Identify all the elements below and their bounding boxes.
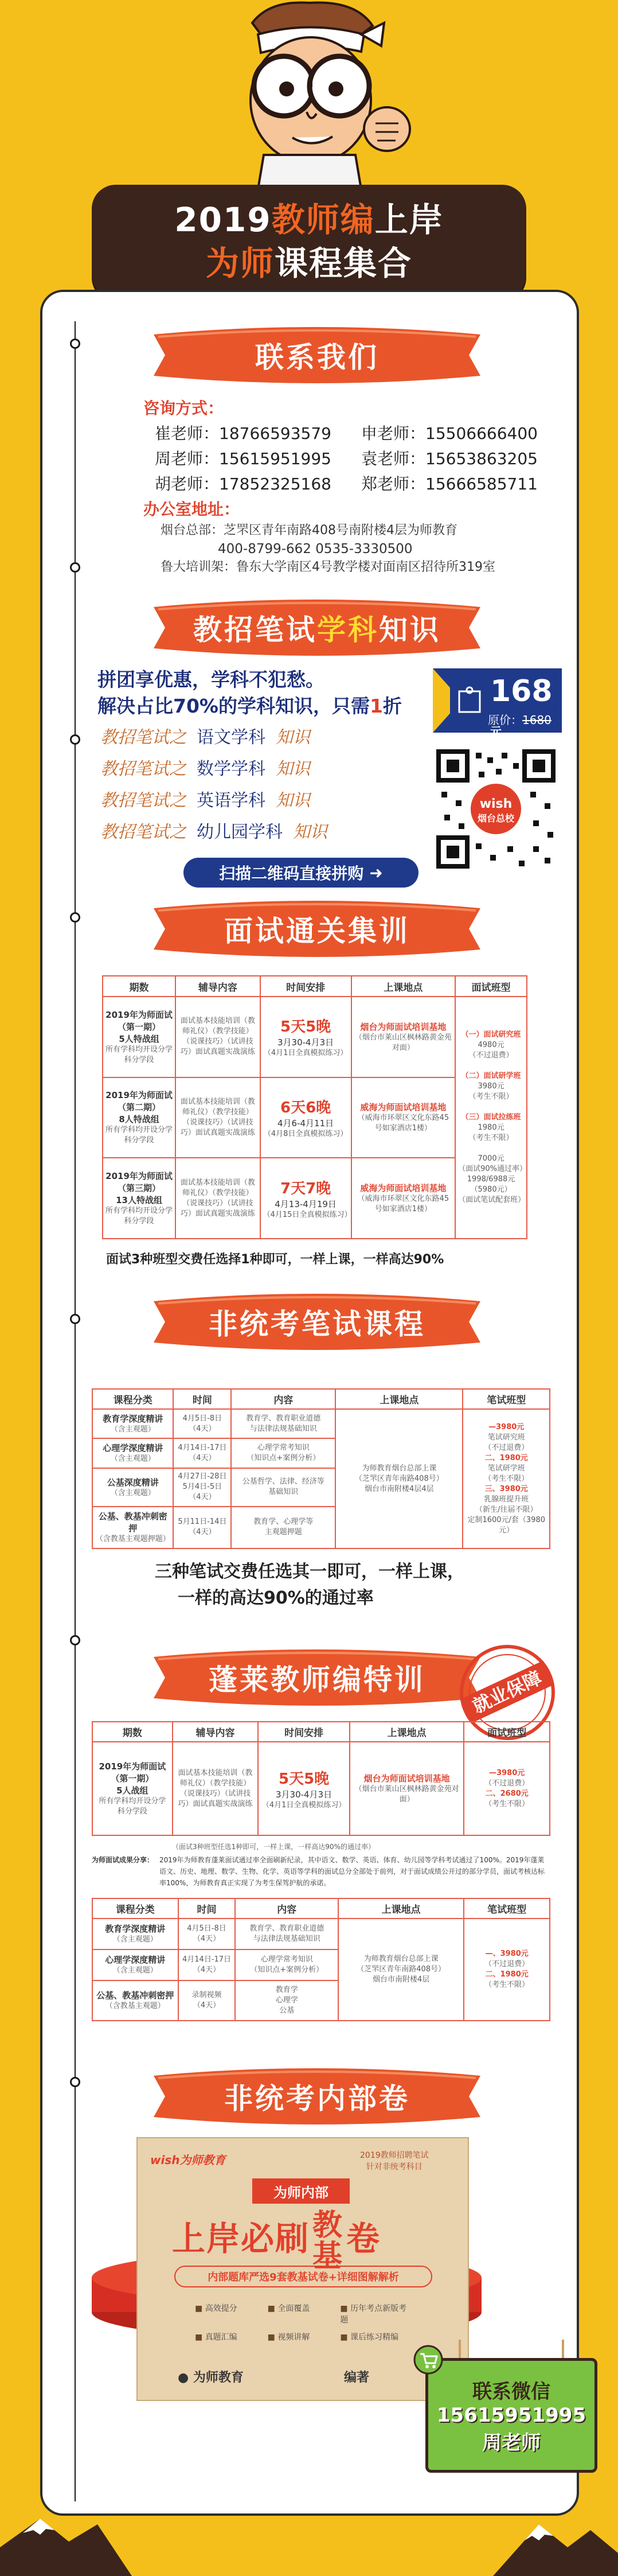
table-header: 上课地点 [350,1722,464,1742]
subject-suffix: 知识 [276,727,310,748]
title-highlight-1: 教师编 [271,200,375,239]
phase-line: （第三期） [118,1183,161,1194]
table-header: 时间 [173,1389,231,1409]
banner-contact [148,324,486,386]
place-note: （威海市环翠区文化东路45号如家酒店1楼） [357,1114,449,1133]
price-unit: 元 [490,725,502,738]
table-header: 面试班型 [455,976,527,997]
phase-line: 2019年为师面试 [105,1171,173,1182]
banner-penglai [148,1647,486,1709]
class-line: —、3980元 [485,1949,529,1958]
phase-line: （第一期） [111,1773,154,1784]
price-value: 168 [490,674,553,709]
price-tag-icon [457,686,482,714]
mountain-decoration [0,2484,618,2576]
place: 威海为师面试培训基地 [360,1102,447,1113]
time-line: 5月4日-5日 [182,1482,222,1492]
interview-note: 面试3种班型交费任选择1种即可，一样上课，一样高达90% [106,1252,444,1267]
content-line: 心理学常考知识 [257,1443,310,1452]
class-line: 3980元 [478,1082,504,1091]
orig-label: 原价： [488,713,522,727]
subject-suffix: 知识 [293,822,327,842]
content-cell: 面试基本技能培训（教师礼仪）（教学技能）（说课技巧）（试讲技巧）面试真题实战演练 [173,1742,259,1835]
table-row [92,1742,550,1835]
course-note: （含教基主观题押题） [95,1535,170,1544]
place-line: （芝罘区青年南路408号） [357,1965,446,1974]
written-table [92,1388,550,1549]
class-line: （新生/往届不限） [475,1505,538,1514]
qr-code[interactable] [433,746,559,872]
teacher-phone: 崔老师：18766593579 [155,424,331,443]
scan-qr-purchase-button[interactable] [183,858,418,888]
class-line: （不过退费） [484,1779,530,1788]
price-tag [433,668,562,738]
scan-label: 扫描二维码直接拼购 [219,864,364,883]
corner-line: 针对非统考科目 [366,2162,423,2172]
contact-info [143,396,556,578]
subject-promo [97,667,402,719]
table-header: 笔试班型 [463,1389,550,1409]
qr-brand-label: 烟台总校 [477,813,515,824]
table-row [92,1409,550,1438]
place: 威海为师面试培训基地 [360,1183,447,1194]
title-suffix-2: 课程集合 [275,244,413,283]
subject-item [100,754,310,780]
class-line: （不过退费） [484,1443,529,1452]
course-name: 公基、教基冲刺密押 [98,1511,167,1534]
banner-internal [148,2065,486,2127]
timeline-dot [70,1314,80,1324]
timeline-dot [70,734,80,745]
place-line: 为师教育烟台总部上课 [363,1955,439,1963]
table-header: 笔试班型 [464,1898,550,1919]
book-publisher [178,2368,244,2386]
banner-title: 联系我们 [255,341,379,374]
title-text: 卷 [346,2219,381,2259]
banner-written [148,1291,486,1353]
subject-item [100,723,310,748]
office-phones: 400-8799-662 0535-3330500 [218,542,413,557]
consult-label: 咨询方式： [143,399,224,418]
time-line: （4天） [189,1424,216,1433]
banner-title [193,607,441,648]
banner-text: 教招笔试 [193,613,317,647]
book-title [172,2210,381,2272]
content-line: 教育学、教育职业道德 [249,1924,324,1933]
dates-note: （4月8日全真模拟练习） [263,1129,348,1138]
banner-title: 非统考笔试课程 [209,1308,425,1341]
duration: 5天5晚 [280,1018,331,1036]
dates: 3月30-4月3日 [276,1789,333,1800]
timeline-dot [70,338,80,349]
promo-text: 解决占比70%的学科知识，只需 [97,695,370,717]
title-highlight-2: 为师 [205,244,275,283]
tag-notch [433,668,450,733]
wechat-contact-sign[interactable] [425,2358,597,2473]
teacher-phone: 胡老师：17852325168 [155,474,331,493]
banner-text: 知识 [379,613,441,647]
subject-prefix: 教招笔试之 [100,727,186,748]
phase-note: 所有学科均开设分学科分学段 [105,1126,173,1145]
main-title-board [92,185,526,298]
promo-text: 折 [382,695,402,717]
feature-item: ■ 全面覆盖 [268,2302,341,2325]
phase-line: 5人战组 [116,1785,148,1796]
course-name: 教育学深度精讲 [105,1924,166,1935]
banner-subject [148,597,486,659]
banner-title: 蓬莱教师编特训 [209,1663,425,1696]
subject-prefix: 教招笔试之 [100,822,186,842]
written-note-2: 一样的高达90%的通过率 [178,1588,374,1608]
orig-price-value: 1680 [522,713,551,727]
dates: 4月6-4月11日 [277,1118,334,1129]
original-price [488,711,551,727]
class-line: 1998/6988元（5980元） [467,1175,515,1194]
place-note: （威海市环翠区文化东路45号如家酒店1楼） [357,1194,449,1214]
place-note: （烟台市莱山区枫林路黄金苑对面） [354,1033,452,1052]
time-line: 4月14日-17日 [178,1443,227,1452]
course-name: 教育学深度精讲 [103,1414,163,1425]
class-line: （不过退费） [484,1960,530,1968]
subject-item [100,818,327,843]
teacher-phone: 周老师：15615951995 [155,449,331,468]
contact-row [155,472,556,495]
teacher-phone: 郑老师：15666585711 [361,474,538,493]
table-header: 内容 [231,1389,335,1409]
class-line: 4980元 [478,1041,504,1049]
class-line: （二）面试研学班 [461,1072,521,1080]
banner-highlight: 学科 [317,613,379,647]
phase-line: 8人特战组 [119,1114,159,1125]
time-line: （4天） [193,1934,221,1943]
banner-interview [148,898,486,960]
content-line: 教育学、教育职业道德 [246,1414,321,1423]
arrow-right-icon: ➜ [369,863,383,882]
table-header: 时间安排 [260,976,351,997]
place-line: （芝罘区青年南路408号） [354,1474,444,1483]
content-line: 心理学常考知识 [260,1955,313,1964]
title-char: 教 [312,2208,344,2243]
feature-item: ■ 视频讲解 [268,2331,341,2342]
class-line: 笔试研学班 [487,1464,525,1473]
time-line: （4天） [189,1453,216,1462]
office-label: 办公室地址： [143,500,240,519]
phase-line: 2019年为师面试 [105,1090,173,1101]
class-line: （考生不限） [468,1092,514,1101]
table-header: 上课地点 [351,976,456,997]
content-cell: 面试基本技能培训（教师礼仪）（教学技能）（说课技巧）（试讲技巧）面试真题实战演练 [175,997,260,1077]
dates-note: （4月1日全真模拟练习） [261,1800,346,1810]
feature-item: ■ 高效提分 [195,2302,268,2325]
timeline-dot [70,1635,80,1645]
class-line: 二、2680元 [485,1789,529,1798]
class-line: （一）面试研究班 [461,1030,521,1039]
place-note: （烟台市莱山区枫林路黄金苑对面） [354,1785,459,1804]
duration: 5天5晚 [278,1770,330,1788]
title-year: 2019 [174,200,272,239]
subject-name: 语文学科 [197,727,265,748]
class-line: （面试笔试配套班） [458,1196,526,1204]
subject-name: 数学学科 [197,759,265,779]
svg-text:wish: wish [479,797,513,811]
time-line: （4天） [193,2001,221,2010]
subject-suffix: 知识 [276,791,310,811]
stamp-label: 就业保障 [469,1666,545,1718]
penglai-written-table [92,1898,550,2021]
title-stack [310,2210,346,2272]
course-note: （含主观题） [110,1454,155,1464]
class-line: （考生不限） [468,1134,514,1142]
table-header: 上课地点 [338,1898,464,1919]
content-line: （知识点+案例分析） [250,1965,324,1974]
content-line: （知识点+案例分析） [247,1453,320,1462]
subject-prefix: 教招笔试之 [100,759,186,779]
wechat-number: 15615951995 [436,2404,586,2427]
content-line: 与法律法规基础知识 [249,1424,317,1433]
content-line: 教育学、心理学等 [253,1517,314,1527]
wechat-teacher: 周老师 [482,2431,541,2454]
class-line: 乳腺班提升班 [484,1495,529,1504]
class-line: （考生不限） [484,1980,530,1989]
time-line: 5月11日-14日 [178,1517,227,1527]
place-line: 为师教育烟台总部上课 [362,1464,437,1473]
course-name: 公基深度精讲 [107,1477,159,1488]
place: 烟台为师面试培训基地 [360,1021,447,1032]
time-line: 录制视频 [191,1990,222,1999]
class-line: 三、3980元 [484,1484,528,1493]
penglai-intro [92,1854,550,1889]
table-header: 内容 [235,1898,338,1919]
subject-prefix: 教招笔试之 [100,791,186,811]
phase-line: 5人特战组 [119,1033,159,1044]
course-note: （含主观题） [112,1966,158,1975]
title-suffix-1: 上岸 [374,200,444,239]
table-header: 期数 [92,1722,173,1742]
course-name: 心理学深度精讲 [105,1955,166,1966]
class-line: （考生不限） [484,1474,529,1483]
duration: 7天7晚 [280,1180,331,1197]
phase-line: 2019年为师面试 [105,1009,173,1020]
dates: 4月13-4月19日 [275,1198,337,1209]
written-note-1: 三种笔试交费任选其一即可，一样上课， [155,1562,464,1582]
teacher-phone: 袁老师：15653863205 [361,449,538,468]
phase-line: （第二期） [118,1102,161,1113]
content-cell: 面试基本技能培训（教师礼仪）（教学技能）（说课技巧）（试讲技巧）面试真题实战演练 [175,1158,260,1239]
class-line: （三）面试拉练班 [461,1113,521,1122]
dates-note: （4月1日全真模拟练习） [263,1049,348,1058]
class-line: 1980元 [478,1123,504,1132]
class-line: 二、1980元 [485,1970,529,1979]
phase-note: 所有学科均开设分学科分学段 [99,1797,166,1816]
table-header: 上课地点 [335,1389,463,1409]
book-subtitle: 内部题库严选9套教基试卷+详细图解解析 [174,2266,432,2287]
table-row [103,997,527,1077]
table-header: 课程分类 [92,1898,178,1919]
feature-item: ■ 真题汇编 [195,2331,268,2342]
time-line: （4天） [193,1965,221,1974]
place-line: 烟台市南附楼4层4层 [365,1484,434,1493]
time-line: （4天） [189,1528,216,1537]
feature-item: ■ 课后练习精编 [340,2331,413,2342]
promo-line-2 [97,693,402,719]
content-line: 公基哲学、法律、经济等 [242,1477,324,1487]
time-line: 4月14日-17日 [182,1955,232,1964]
content-line: 基础知识 [268,1488,299,1497]
class-line: （面试90%通过率） [458,1165,527,1173]
timeline-line [75,321,76,2501]
logo-circle-icon: ● [178,2371,189,2385]
yantai-address: 烟台总部：芝罘区青年南路408号南附楼4层为师教育 [161,523,457,538]
content-line: 教育学 [275,1985,298,1994]
time-line: 4月27日-28日 [178,1472,227,1481]
table-header: 课程分类 [92,1389,173,1409]
place: 烟台为师面试培训基地 [363,1773,450,1784]
ludong-address: 鲁大培训架：鲁东大学南区4号教学楼对面南区招待所319室 [161,560,495,574]
banner-title: 非统考内部卷 [224,2082,410,2115]
table-header: 时间安排 [258,1722,350,1742]
class-types [455,997,527,1239]
subject-item [100,786,310,811]
class-line: 二、1980元 [484,1453,528,1462]
place-line: 烟台市南附楼4层 [373,1975,430,1984]
penglai-interview-table [92,1721,550,1836]
class-line: （考生不限） [484,1799,530,1808]
book-editor: 编著 [344,2371,370,2385]
timeline-dot [70,562,80,573]
course-note: （含主观题） [110,1425,155,1434]
time-line: 4月5日-8日 [182,1414,222,1423]
contact-row [155,446,556,469]
dates-note: （4月15日全真模拟练习） [263,1210,352,1219]
phase-line: 2019年为师面试 [99,1761,166,1772]
class-line: 7000元 [478,1154,504,1163]
teacher-phone: 申老师：15506666400 [361,424,538,443]
title-line-1 [174,198,443,242]
book-ribbon: 为师内部 [252,2178,350,2204]
promo-discount: 1 [370,695,383,717]
promo-line-1: 拼团享优惠，学科不犯愁。 [97,668,324,691]
banner-title: 面试通关集训 [224,915,410,948]
table-header: 时间 [178,1898,236,1919]
book-logo: wish为师教育 [150,2153,226,2167]
class-line: 定制1600元/套（3980元） [467,1515,545,1535]
class-line: —3980元 [489,1768,525,1777]
content-line: 与法律法规基础知识 [253,1934,320,1943]
timeline-dot [70,912,80,923]
content-line: 公基 [279,2006,295,2015]
price [490,674,562,743]
penglai-mini-note: （面试3种班型任选1种即可，一样上课，一样高达90%的通过率） [172,1843,375,1851]
book-corner-note [360,2150,429,2173]
timeline-dot [70,2077,80,2087]
table-header: 面试班型 [464,1722,550,1742]
course-name: 公基、教基冲刺密押 [96,1990,174,2001]
class-line: 笔试研究班 [487,1433,525,1442]
class-line: —3980元 [488,1422,525,1431]
title-char: 基 [312,2239,344,2274]
time-line: 4月5日-8日 [187,1924,226,1933]
course-note: （含主观题） [112,1935,158,1944]
corner-line: 2019教师招聘笔试 [360,2151,429,2160]
contact-row [155,421,556,444]
subject-name: 幼儿园学科 [197,822,283,842]
course-note: （含主观题） [110,1488,155,1497]
dates: 3月30-4月3日 [277,1037,334,1048]
teacher-mascot-illustration [189,0,430,189]
phase-line: 13人特战组 [116,1195,162,1206]
interview-table [102,975,527,1239]
table-header: 辅导内容 [175,976,260,997]
course-name: 心理学深度精讲 [103,1443,163,1454]
duration: 6天6晚 [280,1099,331,1116]
book-features [195,2302,413,2342]
content-line: 主观题押题 [264,1528,302,1537]
intro-label: 为师面试成果分享： [92,1856,154,1864]
feature-item: ■ 历年考点新版考题 [340,2302,413,2325]
table-header: 期数 [103,976,175,997]
content-cell: 面试基本技能培训（教师礼仪）（教学技能）（说课技巧）（试讲技巧）面试真题实战演练 [175,1077,260,1158]
phase-note: 所有学科均开设分学科分学段 [105,1045,173,1064]
phase-line: （第一期） [118,1021,161,1032]
title-line-2 [206,242,412,285]
publisher-name: 为师教育 [193,2371,244,2385]
class-line: （不过退费） [468,1051,514,1060]
table-header: 辅导内容 [173,1722,259,1742]
shopping-cart-icon [413,2345,443,2375]
time-line: （4天） [189,1493,216,1502]
subject-suffix: 知识 [276,759,310,779]
course-note: （含教基主观题） [105,2002,165,2011]
intro-text: 2019年为师教育蓬莱面试通过率全面刷新纪录，其中语文、数学、英语、体育、幼儿园等学科考试通过了100%。2019年蓬莱语文、历史、地理、数学、生物、化学、英语等学科的面试总分全部处于前列，对于面试成绩公开过的部分学员，面试考核达标率100%，为师教育真正实现了为考生保驾护航的承诺。 [159,1856,545,1887]
phase-note: 所有学科均开设分学科分学段 [105,1207,173,1226]
content-line: 心理学 [275,1995,298,2005]
title-text: 上岸必刷 [172,2219,310,2259]
subject-name: 英语学科 [197,791,265,811]
table-row [92,1919,550,1949]
wechat-label: 联系微信 [472,2380,550,2403]
